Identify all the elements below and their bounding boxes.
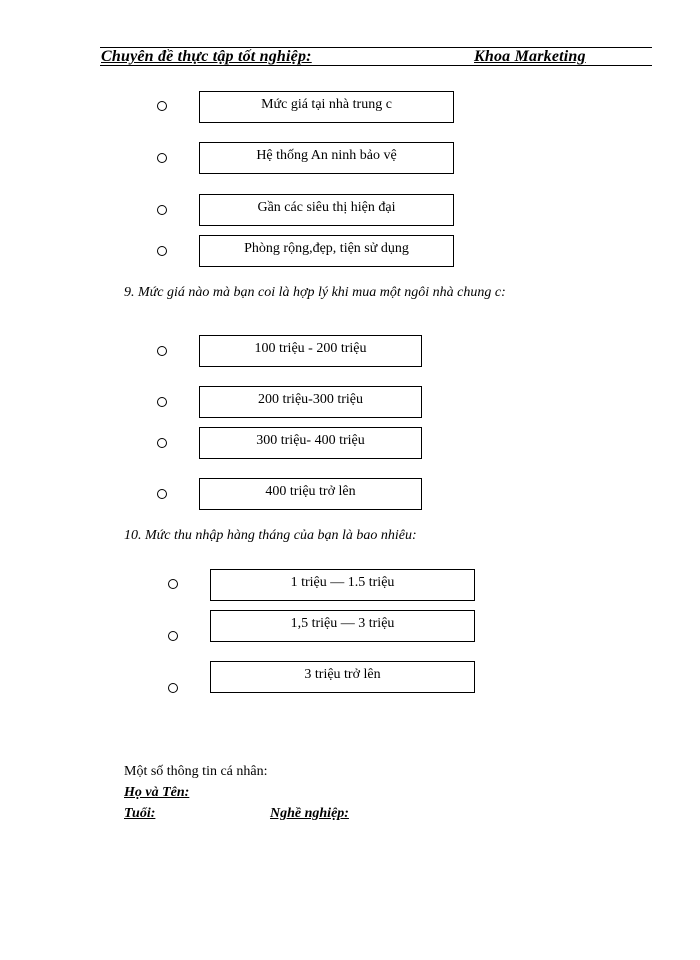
radio-q8-option-3[interactable] <box>157 205 167 215</box>
q10-option-2[interactable]: 1,5 triệu — 3 triệu <box>210 610 475 642</box>
radio-q9-option-3[interactable] <box>157 438 167 448</box>
radio-q9-option-2[interactable] <box>157 397 167 407</box>
q9-option-3[interactable]: 300 triệu- 400 triệu <box>199 427 422 459</box>
q9-option-4[interactable]: 400 triệu trở lên <box>199 478 422 510</box>
radio-q10-option-3[interactable] <box>168 683 178 693</box>
radio-q9-option-1[interactable] <box>157 346 167 356</box>
q9-option-1[interactable]: 100 triệu - 200 triệu <box>199 335 422 367</box>
job-label: Nghề nghiệp: <box>270 806 349 821</box>
radio-q9-option-4[interactable] <box>157 489 167 499</box>
q8-option-4[interactable]: Phòng rộng,đẹp, tiện sử dụng <box>199 235 454 267</box>
radio-q10-option-1[interactable] <box>168 579 178 589</box>
header-left-title: Chuyên đề thực tập tốt nghiệp: <box>101 48 312 65</box>
radio-q8-option-2[interactable] <box>157 153 167 163</box>
header-right-title: Khoa Marketing <box>474 48 586 65</box>
question-10: 10. Mức thu nhập hàng tháng của bạn là bao nhiêu: <box>124 528 417 543</box>
q9-option-2[interactable]: 200 triệu-300 triệu <box>199 386 422 418</box>
personal-info-heading: Một số thông tin cá nhân: <box>124 764 268 779</box>
radio-q8-option-1[interactable] <box>157 101 167 111</box>
question-9: 9. Mức giá nào mà bạn coi là hợp lý khi mua một ngôi nhà chung c: <box>124 285 506 300</box>
q8-option-1[interactable]: Mức giá tại nhà trung c <box>199 91 454 123</box>
radio-q10-option-2[interactable] <box>168 631 178 641</box>
q10-option-3[interactable]: 3 triệu trở lên <box>210 661 475 693</box>
age-label: Tuổi: <box>124 806 156 821</box>
name-label: Họ và Tên: <box>124 785 190 800</box>
q10-option-1[interactable]: 1 triệu — 1.5 triệu <box>210 569 475 601</box>
header-rule-bottom <box>100 65 652 66</box>
q8-option-2[interactable]: Hệ thống An ninh bảo vệ <box>199 142 454 174</box>
q8-option-3[interactable]: Gần các siêu thị hiện đại <box>199 194 454 226</box>
radio-q8-option-4[interactable] <box>157 246 167 256</box>
